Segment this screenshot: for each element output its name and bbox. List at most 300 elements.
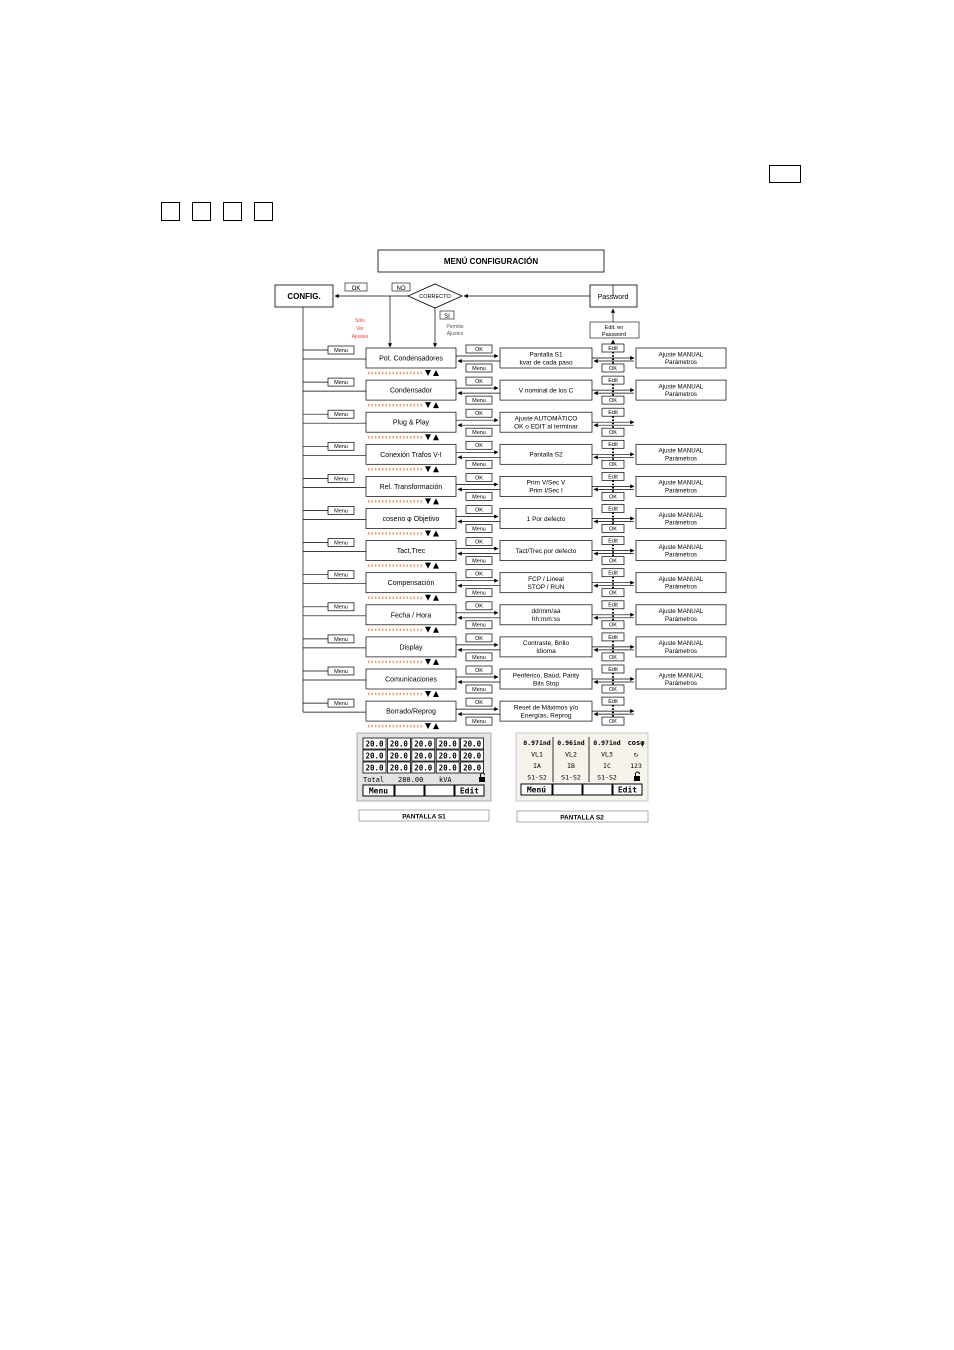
config-box[interactable] [275,285,333,307]
svg-text:Edit: Edit [617,785,638,795]
ok-tag [466,377,492,385]
ok-tag [602,396,624,404]
s2-value: ↻ [633,750,639,759]
svg-text:Edit: Edit [608,570,618,577]
svg-text:V nominal de los C: V nominal de los C [518,387,574,395]
svg-text:Bits Stop: Bits Stop [532,680,560,688]
svg-text:Edit: Edit [608,538,618,545]
svg-text:OK: OK [609,558,617,565]
s1-cell [363,738,386,749]
menu-button[interactable] [328,699,354,707]
result-box [500,573,592,593]
svg-text:coseno φ Objetivo: coseno φ Objetivo [382,515,440,523]
ok-tag [602,525,624,533]
edit-tag [602,537,624,545]
edit-tag [602,344,624,352]
menu-button[interactable] [328,507,354,515]
svg-text:Menu: Menu [334,444,348,451]
edit-password-box [590,322,639,338]
menu-item[interactable] [366,669,456,689]
result-box [500,380,592,400]
svg-text:OK: OK [609,686,617,693]
svg-text:Ajuste MANUAL: Ajuste MANUAL [658,576,704,584]
result-box [500,444,592,464]
svg-text:Conexión Trafos V-I: Conexión Trafos V-I [380,451,442,459]
svg-text:Pantalla S2: Pantalla S2 [529,451,563,459]
manual-adjust-box [636,573,726,593]
s1-cell [412,750,435,761]
s1-softkey[interactable] [363,785,394,796]
svg-text:Rel. Transformación: Rel. Transformación [379,483,443,491]
menu-button[interactable] [328,603,354,611]
menu-tag [466,364,492,372]
correcto-decision [408,284,462,308]
result-box [500,412,592,432]
menu-row [303,665,726,697]
svg-text:Edit: Edit [608,345,618,352]
svg-text:Ajuste MANUAL: Ajuste MANUAL [658,672,704,680]
s2-value: 0.97ind [593,739,621,747]
svg-text:OK: OK [609,398,617,405]
s2-softkey[interactable] [521,784,552,795]
s1-softkey[interactable] [455,785,484,796]
svg-text:Energías, Reprog: Energías, Reprog [520,712,572,720]
ok-tag [466,506,492,514]
svg-text:Prim I/Sec I: Prim I/Sec I [529,487,563,495]
result-box [500,348,592,368]
svg-text:20.0: 20.0 [389,763,408,773]
svg-text:NO: NO [396,286,406,292]
svg-text:Ajuste MANUAL: Ajuste MANUAL [658,543,704,551]
result-box [500,541,592,561]
menu-row [303,601,726,633]
svg-text:Parámetros: Parámetros [665,583,697,591]
s1-cell [412,762,435,773]
edit-tag [602,697,624,705]
svg-text:OK: OK [351,286,361,292]
menu-row [303,472,726,504]
menu-button[interactable] [328,635,354,643]
svg-text:Pot. Condensadores: Pot. Condensadores [379,355,443,363]
svg-text:20.0: 20.0 [414,763,433,773]
svg-text:Ajuste MANUAL: Ajuste MANUAL [658,511,704,519]
manual-adjust-box [636,669,726,689]
ok-tag [602,428,624,436]
svg-text:Edit: Edit [608,602,618,609]
edit-tag [602,505,624,513]
s2-value: VL3 [601,750,613,759]
manual-adjust-box [636,476,726,496]
ok-tag [466,441,492,449]
svg-text:20.0: 20.0 [438,751,457,761]
svg-text:20.0: 20.0 [365,763,384,773]
result-box [500,476,592,496]
svg-text:Menu: Menu [472,686,486,693]
svg-text:OK: OK [609,622,617,629]
svg-text:Menu: Menu [334,508,348,515]
menu-item[interactable] [366,509,456,529]
svg-text:Idioma: Idioma [536,648,556,656]
svg-text:Edit: Edit [608,666,618,673]
menu-item[interactable] [366,701,456,721]
ok-tag [466,538,492,546]
s2-softkey[interactable] [583,784,612,795]
svg-text:SI: SI [444,314,450,320]
svg-text:OK: OK [609,494,617,501]
menu-button[interactable] [328,571,354,579]
menu-tag [466,685,492,693]
svg-text:Ajustes: Ajustes [351,334,369,340]
menu-item[interactable] [366,605,456,625]
svg-text:Ver: Ver [356,326,364,332]
menu-tag [466,396,492,404]
menu-row [303,344,726,376]
svg-text:OK: OK [475,667,483,674]
ok-tag [466,409,492,417]
svg-text:OK: OK [609,365,617,372]
svg-text:hh:mm:ss: hh:mm:ss [531,616,561,624]
svg-text:OK o EDIT al terminar: OK o EDIT al terminar [514,423,578,431]
s1-cell [436,738,459,749]
svg-text:Menu: Menu [334,701,348,708]
menu-button[interactable] [328,667,354,675]
s1-softkey[interactable] [395,785,424,796]
result-box [500,509,592,529]
s1-caption [359,810,489,821]
svg-text:OK: OK [475,539,483,546]
menu-tag [466,525,492,533]
svg-text:Menu: Menu [334,604,348,611]
svg-text:Edit: Edit [608,699,618,706]
edit-tag [602,472,624,480]
s1-cell [387,750,410,761]
menu-item[interactable] [366,444,456,464]
svg-text:20.0: 20.0 [463,739,482,749]
manual-adjust-box [636,541,726,561]
s1-cell [436,750,459,761]
svg-text:Edit: Edit [608,634,618,641]
ok-tag [602,492,624,500]
ok-tag [602,685,624,693]
s1-cell [387,738,410,749]
menu-tag [466,717,492,725]
svg-text:Menu: Menu [472,558,486,565]
menu-item[interactable] [366,476,456,496]
ok-tag [466,602,492,610]
ok-tag [466,666,492,674]
svg-text:dd/mm/aa: dd/mm/aa [531,608,561,616]
svg-text:Menu: Menu [334,668,348,675]
s2-value: S1-S2 [597,773,617,782]
svg-text:Menu: Menu [334,636,348,643]
svg-text:Ajuste MANUAL: Ajuste MANUAL [658,608,704,616]
svg-text:Sólo: Sólo [354,318,366,324]
svg-text:Menu: Menu [334,412,348,419]
svg-text:Fecha / Hora: Fecha / Hora [390,612,432,620]
menu-tag [466,428,492,436]
svg-text:20.0: 20.0 [463,763,482,773]
menu-row [303,633,726,665]
svg-text:Edit: Edit [608,506,618,513]
edit-tag [602,665,624,673]
ok-tag [466,634,492,642]
s2-value: 123 [630,762,642,770]
svg-text:OK: OK [475,507,483,514]
s1-total-label: Total [363,776,385,784]
svg-text:OK: OK [609,526,617,533]
menu-row [303,440,726,472]
svg-text:Contraste, Brillo: Contraste, Brillo [522,640,570,648]
ok-tag [466,345,492,353]
menu-button[interactable] [328,442,354,450]
svg-text:Parámetros: Parámetros [665,519,697,527]
svg-text:20.0: 20.0 [414,751,433,761]
svg-text:Password: Password [601,332,627,338]
svg-text:Reset de Máximos y/o: Reset de Máximos y/o [513,704,579,712]
svg-text:Edit. en: Edit. en [604,325,624,331]
menu-row [303,505,726,537]
s1-cell [461,750,484,761]
edit-tag [602,601,624,609]
svg-text:CONFIG.: CONFIG. [287,292,321,301]
svg-text:PANTALLA S1: PANTALLA S1 [402,813,446,821]
svg-text:OK: OK [475,475,483,482]
menu-row [303,569,726,601]
svg-text:Permite: Permite [446,324,464,330]
ok-tag [602,589,624,597]
s2-value: S1-S2 [561,773,581,782]
manual-adjust-box [636,509,726,529]
svg-text:Ajuste MANUAL: Ajuste MANUAL [658,383,704,391]
svg-text:Ajuste MANUAL: Ajuste MANUAL [658,447,704,455]
svg-text:Display: Display [399,644,423,652]
s1-total-value: 280.00 [398,776,424,784]
manual-adjust-box [636,348,726,368]
menu-item[interactable] [366,573,456,593]
ok-tag [466,698,492,706]
svg-text:Password: Password [597,294,629,301]
s2-value: S1-S2 [527,773,547,782]
menu-item[interactable] [366,541,456,561]
menu-item[interactable] [366,348,456,368]
svg-text:OK: OK [475,635,483,642]
s1-cell [363,750,386,761]
menu-tag [466,460,492,468]
s2-value: IA [533,762,541,770]
svg-text:OK: OK [475,700,483,707]
svg-text:Ajuste AUTOMÁTICO: Ajuste AUTOMÁTICO [514,415,578,423]
svg-text:Plug & Play: Plug & Play [392,419,430,427]
svg-text:Pantalla S1: Pantalla S1 [529,351,563,359]
svg-text:Parámetros: Parámetros [665,551,697,559]
svg-text:20.0: 20.0 [389,739,408,749]
svg-text:OK: OK [475,603,483,610]
svg-text:Menú: Menú [526,785,547,795]
result-box [500,605,592,625]
svg-text:Edit: Edit [608,410,618,417]
svg-text:OK: OK [475,411,483,418]
edit-tag [602,440,624,448]
svg-text:Ajuste MANUAL: Ajuste MANUAL [658,640,704,648]
svg-text:Menu: Menu [472,526,486,533]
s2-value: 0.97ind [523,739,551,747]
s2-value: VL1 [531,750,543,759]
edit-tag [602,376,624,384]
svg-text:kvar de cada paso: kvar de cada paso [519,359,573,367]
svg-text:Menu: Menu [472,654,486,661]
svg-text:OK: OK [609,430,617,437]
s1-softkey[interactable] [425,785,454,796]
svg-text:Menu: Menu [334,572,348,579]
ok-tag [602,621,624,629]
menu-item[interactable] [366,380,456,400]
svg-text:OK: OK [475,346,483,353]
menu-rows [303,344,726,729]
svg-text:20.0: 20.0 [389,751,408,761]
svg-text:Prim V/Sec V: Prim V/Sec V [526,479,566,487]
svg-text:Menu: Menu [472,398,486,405]
menu-row [303,697,634,729]
svg-text:Tact/Trec por defecto: Tact/Trec por defecto [515,547,577,555]
svg-text:Menu: Menu [472,622,486,629]
menu-tag [466,589,492,597]
svg-text:Menu: Menu [334,540,348,547]
manual-adjust-box [636,605,726,625]
svg-text:OK: OK [609,590,617,597]
s2-softkey[interactable] [553,784,582,795]
svg-text:Parámetros: Parámetros [665,455,697,463]
menu-button[interactable] [328,346,354,354]
s1-cell [436,762,459,773]
svg-text:Menu: Menu [334,476,348,483]
menu-button[interactable] [328,410,354,418]
svg-text:Condensador: Condensador [389,387,433,395]
svg-text:MENÚ CONFIGURACIÓN: MENÚ CONFIGURACIÓN [443,257,539,266]
ok-tag [602,557,624,565]
s2-value: cosφ [627,739,645,747]
svg-text:Menu: Menu [472,462,486,469]
ok-tag [602,364,624,372]
manual-adjust-box [636,380,726,400]
diagram-title [378,250,604,272]
svg-text:20.0: 20.0 [463,751,482,761]
result-box [500,637,592,657]
solo-ver-ajustes-note [352,318,369,340]
svg-text:20.0: 20.0 [438,739,457,749]
menu-tag [466,653,492,661]
svg-text:Edit: Edit [608,474,618,481]
password-box[interactable] [590,285,637,307]
manual-adjust-box [636,637,726,657]
svg-text:Borrado/Reprog: Borrado/Reprog [386,708,436,716]
s2-value: VL2 [565,750,577,759]
svg-text:Menu: Menu [334,380,348,387]
svg-text:OK: OK [475,379,483,386]
svg-text:20.0: 20.0 [438,763,457,773]
svg-text:20.0: 20.0 [365,751,384,761]
edit-tag [602,408,624,416]
svg-text:Edit: Edit [459,786,480,796]
screen-s1 [357,733,491,821]
svg-text:Parámetros: Parámetros [665,487,697,495]
menu-button[interactable] [328,378,354,386]
svg-text:OK: OK [475,443,483,450]
s2-value: IB [567,762,575,770]
result-box [500,701,592,721]
menu-tag [466,621,492,629]
svg-text:Compensación: Compensación [387,580,435,588]
svg-text:Parámetros: Parámetros [665,391,697,399]
ok-tag [602,460,624,468]
svg-text:FCP / Lineal: FCP / Lineal [528,575,564,583]
ok-tag [466,570,492,578]
menu-row [303,376,726,408]
permite-ajustes-note [446,324,463,337]
svg-text:Menu: Menu [472,494,486,501]
svg-text:Menu: Menu [472,365,486,372]
s1-cell [363,762,386,773]
ok-tag [466,473,492,481]
menu-item[interactable] [366,412,456,432]
menu-tag [466,557,492,565]
ok-tag [345,283,367,292]
s1-cell [461,738,484,749]
svg-text:CORRECTO: CORRECTO [419,294,451,300]
svg-text:Ajuste MANUAL: Ajuste MANUAL [658,479,704,487]
svg-text:Parámetros: Parámetros [665,359,697,367]
svg-text:Ajustes: Ajustes [446,331,464,337]
s2-softkey[interactable] [613,784,642,795]
svg-text:OK: OK [475,571,483,578]
s2-value: IC [603,762,611,770]
menu-tag [466,492,492,500]
svg-text:1 Por defecto: 1 Por defecto [526,515,566,523]
svg-text:Periférico, Baud, Parity: Periférico, Baud, Parity [512,672,580,680]
svg-text:Ajuste MANUAL: Ajuste MANUAL [658,351,704,359]
svg-text:Parámetros: Parámetros [665,615,697,623]
svg-text:OK: OK [609,462,617,469]
svg-text:Menu: Menu [472,719,486,726]
menu-item[interactable] [366,637,456,657]
svg-text:PANTALLA S2: PANTALLA S2 [560,814,604,822]
s1-cell [412,738,435,749]
menu-button[interactable] [328,474,354,482]
menu-row [303,408,634,440]
result-box [500,669,592,689]
s1-cell [461,762,484,773]
edit-tag [602,569,624,577]
s2-caption [517,811,648,822]
svg-text:OK: OK [609,654,617,661]
svg-text:Comunicaciones: Comunicaciones [385,676,437,684]
svg-text:Menu: Menu [334,347,348,354]
svg-text:OK: OK [609,719,617,726]
svg-text:Menu: Menu [472,430,486,437]
svg-text:STOP / RUN: STOP / RUN [527,583,565,591]
s2-value: 0.96ind [557,739,585,747]
edit-tag [602,633,624,641]
menu-button[interactable] [328,539,354,547]
svg-text:Menu: Menu [472,590,486,597]
ok-tag [602,653,624,661]
svg-text:Edit: Edit [608,442,618,449]
si-tag [440,311,454,320]
svg-text:Tact,Trec: Tact,Trec [396,548,426,556]
svg-text:20.0: 20.0 [414,739,433,749]
svg-text:Edit: Edit [608,378,618,385]
no-tag [392,283,410,292]
svg-text:20.0: 20.0 [365,739,384,749]
